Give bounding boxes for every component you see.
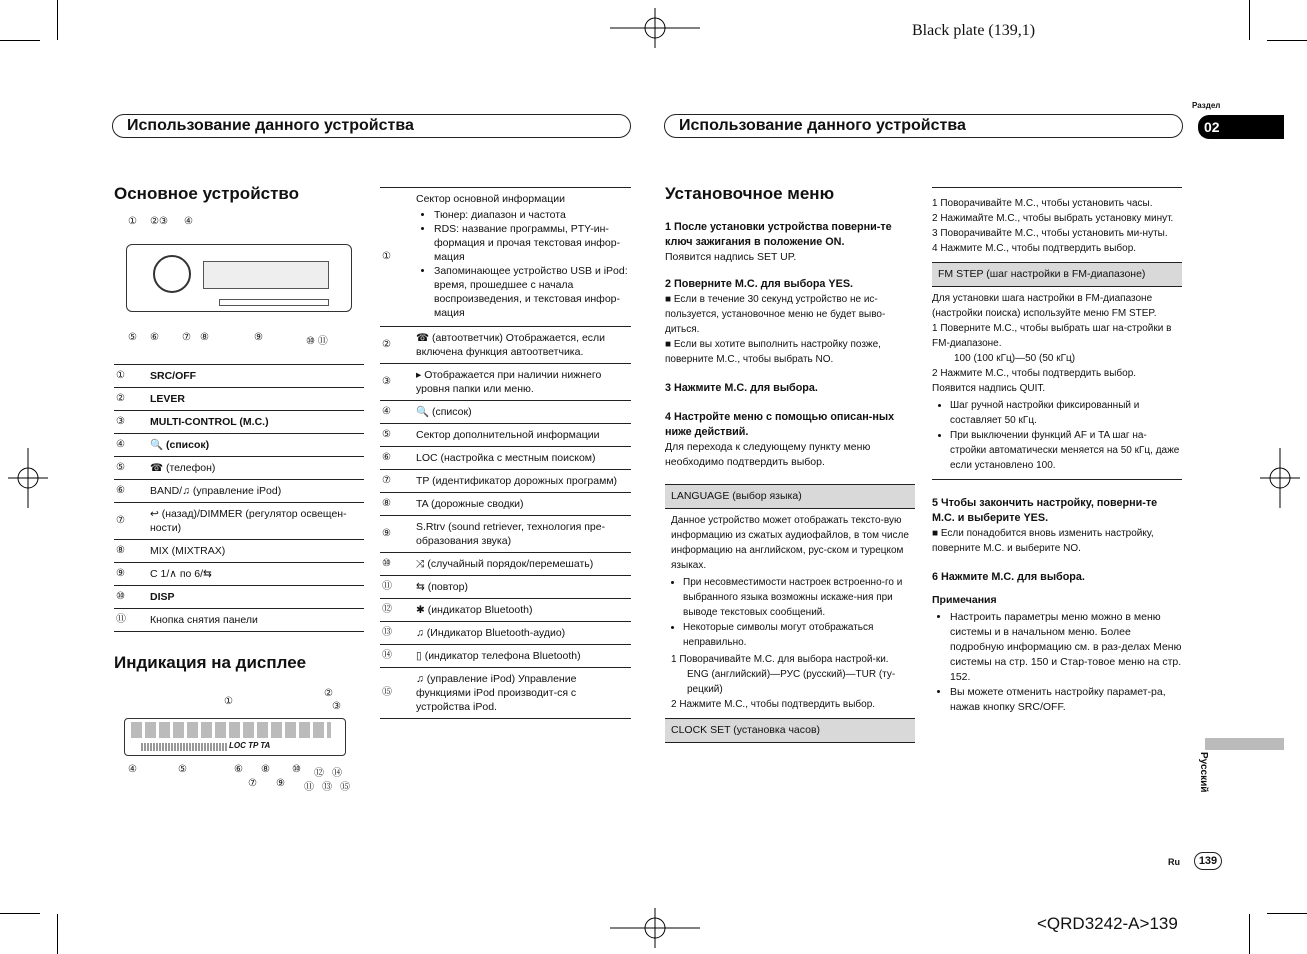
step-4-note: Для перехода к следующему пункту меню необходимо подтвердить выбор.	[665, 441, 871, 468]
table-row	[114, 365, 364, 388]
document-code: <QRD3242-A>139	[1037, 914, 1178, 933]
row-number: ⑫	[380, 599, 414, 622]
callout: ④	[184, 216, 193, 227]
row-text	[414, 599, 631, 622]
indicator-table	[380, 187, 631, 719]
main-unit-title: Основное устройство	[114, 184, 300, 203]
callout: ⑦	[248, 778, 257, 789]
language-bullets	[665, 575, 915, 650]
table-row	[114, 388, 364, 411]
crop-mark	[1249, 0, 1250, 40]
table-row	[114, 480, 364, 503]
row-number: ⑦	[114, 503, 148, 540]
table-row	[380, 599, 631, 622]
notes-list	[932, 610, 1182, 715]
row-label: Сектор основной информации	[416, 193, 565, 205]
row-label: ♫ (Индикатор Bluetooth-аудио)	[416, 627, 566, 639]
table-row	[114, 503, 364, 540]
row-number: ⑤	[380, 424, 414, 447]
row-number: ⑬	[380, 622, 414, 645]
table-row	[380, 188, 631, 327]
row-label: 🔍 (список)	[416, 406, 472, 418]
callout: ⑧	[261, 764, 270, 775]
row-label: S.Rtrv (sound retriever, технология пре-образования звука)	[416, 521, 606, 547]
fm-step: 1 Поверните M.C., чтобы выбрать шаг на-стройки в FM-диапазоне.	[932, 323, 1172, 349]
row-number: ⑭	[380, 645, 414, 668]
step-3: 3 Нажмите M.C. для выбора.	[665, 382, 818, 394]
row-text: ☎ (телефон)	[148, 457, 364, 480]
crop-mark	[0, 40, 40, 41]
row-number: ⑪	[380, 576, 414, 599]
row-number: ①	[380, 188, 414, 327]
callout: ②③	[150, 216, 168, 227]
callout: ⑥	[150, 332, 159, 343]
fm-bullets	[932, 398, 1182, 480]
registration-mark-icon	[8, 448, 48, 508]
language-label: Русский	[1198, 752, 1209, 793]
table-row	[380, 668, 631, 719]
registration-mark-icon	[1260, 448, 1300, 508]
section-header-right: Использование данного устройства	[664, 114, 1183, 138]
table-row	[380, 364, 631, 401]
callout: ⑪	[304, 782, 314, 793]
row-text: ↩ (назад)/DIMMER (регулятор освещен-ности)	[148, 503, 364, 540]
language-step: 1 Поворачивайте M.C. для выбора настрой-ки.	[671, 654, 889, 665]
row-text	[414, 188, 631, 327]
row-number: ①	[114, 365, 148, 388]
row-text	[414, 516, 631, 553]
row-number: ⑧	[114, 540, 148, 563]
step-4: 4 Настройте меню с помощью описан-ных ниже действий.	[665, 411, 895, 438]
row-text	[414, 645, 631, 668]
row-text: MULTI-CONTROL (M.C.)	[148, 411, 364, 434]
step-2: 2 Поверните M.C. для выбора YES.	[665, 278, 854, 290]
row-number: ⑪	[114, 609, 148, 632]
row-label: ✱ (индикатор Bluetooth)	[416, 604, 533, 616]
callout: ⑨	[254, 332, 263, 343]
callout: ⑨	[276, 778, 285, 789]
language-bar	[1205, 738, 1284, 750]
table-row	[114, 411, 364, 434]
callout: ⑩ ⑪	[306, 336, 328, 347]
row-item: • RDS: название программы, PTY-ин-формация и прочая текстовая инфор-мация	[434, 222, 629, 264]
table-row	[114, 586, 364, 609]
lcd-diagram	[124, 718, 346, 756]
row-number: ⑩	[114, 586, 148, 609]
main-unit-table	[114, 364, 364, 632]
row-number: ④	[380, 401, 414, 424]
crop-mark	[1267, 913, 1307, 914]
callout: ⑩	[292, 764, 301, 775]
lcd-sub-segments	[141, 743, 227, 751]
crop-mark	[57, 914, 58, 954]
row-text: С 1/∧ по 6/⇆	[148, 563, 364, 586]
callout: ⑤	[128, 332, 137, 343]
language-box: LANGUAGE (выбор языка)	[665, 484, 915, 509]
section-number-tab: 02	[1198, 115, 1284, 139]
plate-label: Black plate (139,1)	[912, 22, 1036, 39]
row-label: ▯ (индикатор телефона Bluetooth)	[416, 650, 581, 662]
row-number: ②	[114, 388, 148, 411]
row-text	[414, 364, 631, 401]
row-number: ⑧	[380, 493, 414, 516]
row-number: ⑥	[380, 447, 414, 470]
row-number: ③	[380, 364, 414, 401]
table-row	[380, 493, 631, 516]
row-text: SRC/OFF	[148, 365, 364, 388]
row-label: ▸ Отображается при наличии нижнего уровня папки или меню.	[416, 369, 602, 395]
callout: ⑤	[178, 764, 187, 775]
table-row	[380, 553, 631, 576]
row-text: 🔍 (список)	[148, 434, 364, 457]
callout: ②	[324, 688, 333, 699]
bullet: • При выключении функций AF и TA шаг на-стройки автоматически меняется на 50 кГц, даже если установлено 100.	[950, 428, 1182, 473]
note: • Вы можете отменить настройку парамет-ра, нажав кнопку SRC/OFF.	[950, 685, 1182, 715]
callout: ⑦	[182, 332, 191, 343]
row-text	[414, 493, 631, 516]
row-text: MIX (MIXTRAX)	[148, 540, 364, 563]
callout: ①	[128, 216, 137, 227]
registration-mark-icon	[610, 8, 700, 48]
setup-steps	[665, 212, 915, 743]
crop-mark	[1249, 914, 1250, 954]
language-text: Данное устройство может отображать тексто-вую информацию из сжатых аудиофайлов, в том числе информацию на английском, рус-ском и турецком языках.	[671, 515, 909, 571]
step-2-note: ■ Если в течение 30 секунд устройство не ис-пользуется, установочное меню не будет выво-диться.	[665, 294, 886, 335]
row-text: BAND/♫ (управление iPod)	[148, 480, 364, 503]
display-title: Индикация на дисплее	[114, 653, 307, 672]
row-number: ⑦	[380, 470, 414, 493]
table-row	[380, 576, 631, 599]
step-6: 6 Нажмите M.C. для выбора.	[932, 571, 1085, 583]
row-number: ⑮	[380, 668, 414, 719]
lcd-main-segments	[131, 722, 331, 738]
row-number: ⑨	[380, 516, 414, 553]
row-text	[414, 470, 631, 493]
table-row	[380, 622, 631, 645]
row-text: Кнопка снятия панели	[148, 609, 364, 632]
right-column	[932, 187, 1182, 717]
preset-buttons	[219, 299, 329, 306]
row-label: ♫ (управление iPod) Управление функциями iPod производит-ся с устройства iPod.	[416, 673, 577, 713]
row-number: ⑤	[114, 457, 148, 480]
row-number: ④	[114, 434, 148, 457]
page-lang: Ru	[1168, 857, 1180, 867]
table-row	[380, 424, 631, 447]
bullet: • Шаг ручной настройки фиксированный и составляет 50 кГц.	[950, 398, 1182, 428]
clock-step: 2 Нажимайте M.C., чтобы выбрать установку минут.	[932, 213, 1174, 224]
crop-mark	[0, 913, 40, 914]
callout: ⑭	[332, 768, 342, 779]
row-text	[414, 622, 631, 645]
section-label: Раздел	[1192, 101, 1221, 110]
registration-mark-icon	[610, 908, 700, 948]
row-text	[414, 447, 631, 470]
row-number: ⑥	[114, 480, 148, 503]
crop-mark	[1267, 40, 1307, 41]
lcd-indicators: LOC TP TA	[229, 741, 271, 750]
row-text	[414, 424, 631, 447]
callout: ⑥	[234, 764, 243, 775]
callout: ④	[128, 764, 137, 775]
table-row	[114, 563, 364, 586]
callout: ⑬	[322, 782, 332, 793]
step-5-note: ■ Если понадобится вновь изменить настройку, поверните M.C. и выберите NO.	[932, 528, 1154, 554]
row-label: TP (идентификатор дорожных программ)	[416, 475, 618, 487]
bullet: • Некоторые символы могут отображаться неправильно.	[683, 620, 915, 650]
row-number: ⑩	[380, 553, 414, 576]
head-unit-diagram	[126, 244, 352, 312]
setup-menu-title: Установочное меню	[665, 184, 835, 203]
row-label: ☎ (автоответчик) Отображается, если включена функция автоответчика.	[416, 332, 606, 358]
row-text: DISP	[148, 586, 364, 609]
row-text	[414, 576, 631, 599]
row-item: • Запоминающее устройство USB и iPod: время, прошедшее с начала воспроизведения, и текстовая инфор-мация	[434, 264, 629, 320]
callout: ⑮	[340, 782, 350, 793]
row-text	[414, 668, 631, 719]
control-knob	[153, 255, 191, 293]
section-header-left: Использование данного устройства	[112, 114, 631, 138]
step-2-note: ■ Если вы хотите выполнить настройку позже, поверните M.C., чтобы выбрать NO.	[665, 339, 881, 365]
clock-set-box: CLOCK SET (установка часов)	[665, 718, 915, 743]
table-row	[114, 540, 364, 563]
table-row	[380, 470, 631, 493]
language-step: ENG (английский)—РУС (русский)—TUR (ту-рецкий)	[687, 669, 896, 695]
note: • Настроить параметры меню можно в меню системы и в начальном меню. Более подробную информацию см. в раз-делах Меню системы на стр. 150 и Стар-товое меню на стр. 152.	[950, 610, 1182, 685]
language-step: 2 Нажмите M.C., чтобы подтвердить выбор.	[671, 699, 876, 710]
callout: ⑫	[314, 768, 324, 779]
callout: ①	[224, 696, 233, 707]
row-items	[416, 208, 629, 320]
clock-step: 1 Поворачивайте M.C., чтобы установить часы.	[932, 198, 1153, 209]
callout: ⑧	[200, 332, 209, 343]
table-row	[114, 434, 364, 457]
row-text: LEVER	[148, 388, 364, 411]
row-text	[414, 401, 631, 424]
row-number: ②	[380, 327, 414, 364]
row-label: LOC (настройка с местным поиском)	[416, 452, 596, 464]
clock-step: 3 Поворачивайте M.C., чтобы установить ми-нуты.	[932, 228, 1168, 239]
unit-display	[203, 261, 329, 289]
table-row	[380, 447, 631, 470]
step-1-note: Появится надпись SET UP.	[665, 251, 797, 263]
row-text	[414, 327, 631, 364]
table-row	[114, 609, 364, 632]
page-number: 139	[1194, 852, 1222, 870]
bullet: • При несовместимости настроек встроенно-го и выбранного языка возможны искаже-ния при выводе текстовых сообщений.	[683, 575, 915, 620]
row-number: ③	[114, 411, 148, 434]
table-row	[380, 327, 631, 364]
crop-mark	[57, 0, 58, 40]
row-label: ⇆ (повтор)	[416, 581, 468, 593]
table-row	[380, 516, 631, 553]
callout: ③	[332, 701, 341, 712]
fm-step: 100 (100 кГц)—50 (50 кГц)	[954, 353, 1076, 364]
row-label: ⤨ (случайный порядок/перемешать)	[416, 558, 594, 570]
table-row	[114, 457, 364, 480]
row-label: Сектор дополнительной информации	[416, 429, 600, 441]
row-label: TA (дорожные сводки)	[416, 498, 524, 510]
fm-step-box: FM STEP (шаг настройки в FM-диапазоне)	[932, 262, 1182, 287]
row-item: • Тюнер: диапазон и частота	[434, 208, 629, 222]
row-text	[414, 553, 631, 576]
table-row	[380, 645, 631, 668]
notes-title: Примечания	[932, 594, 997, 606]
fm-step: 2 Нажмите M.C., чтобы подтвердить выбор. Появится надпись QUIT.	[932, 368, 1137, 394]
fm-text: Для установки шага настройки в FM-диапазоне (настройки поиска) используйте меню FM STEP.	[932, 293, 1157, 319]
step-1: 1 После установки устройства поверни-те ключ зажигания в положение ON.	[665, 221, 892, 248]
row-number: ⑨	[114, 563, 148, 586]
table-row	[380, 401, 631, 424]
clock-step: 4 Нажмите M.C., чтобы подтвердить выбор.	[932, 243, 1137, 254]
step-5: 5 Чтобы закончить настройку, поверни-те M.C. и выберите YES.	[932, 497, 1158, 524]
